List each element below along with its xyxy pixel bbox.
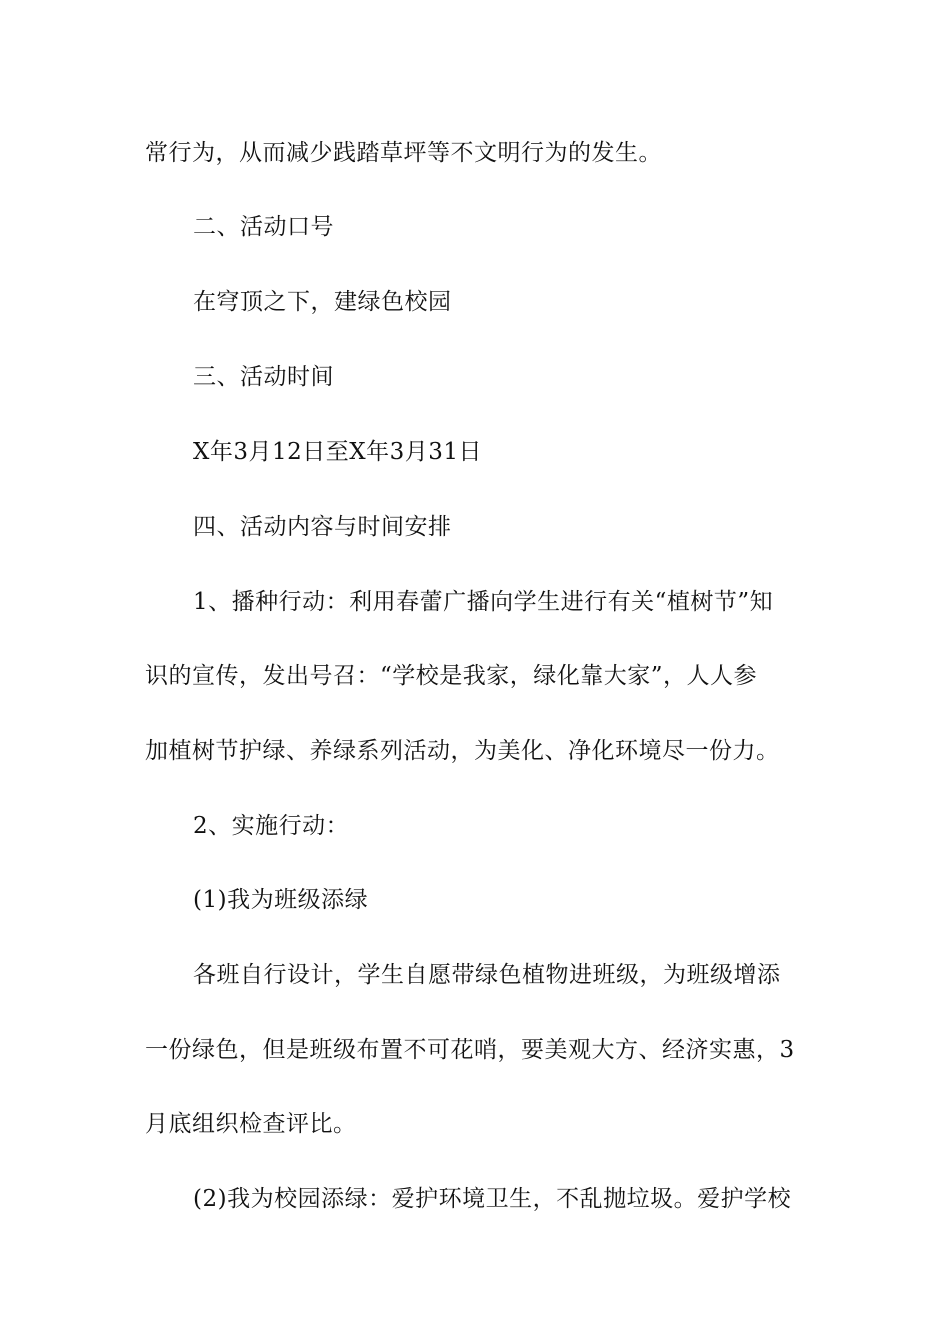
body-text-line: 加植树节护绿、养绿系列活动，为美化、净化环境尽一份力。 — [145, 738, 780, 764]
body-text-line: 识的宣传，发出号召：“学校是我家，绿化靠大家”，人人参 — [145, 663, 758, 689]
subheading-implementation: 2、实施行动： — [193, 813, 350, 839]
section-heading-slogan: 二、活动口号 — [193, 214, 334, 240]
section-heading-content: 四、活动内容与时间安排 — [193, 514, 452, 540]
activity-dates: X年3月12日至X年3月31日 — [193, 439, 483, 465]
section-heading-time: 三、活动时间 — [193, 364, 334, 390]
body-text-line: 月底组织检查评比。 — [145, 1111, 357, 1137]
subheading-class-green: (1)我为班级添绿 — [193, 887, 369, 913]
body-text-line: 各班自行设计，学生自愿带绿色植物进班级，为班级增添 — [193, 962, 781, 988]
body-text-line: 1、播种行动：利用春蕾广播向学生进行有关“植树节”知 — [193, 589, 774, 615]
slogan-text: 在穹顶之下，建绿色校园 — [193, 289, 452, 315]
body-text-line: 一份绿色，但是班级布置不可花哨，要美观大方、经济实惠，3 — [145, 1037, 795, 1063]
body-text-line: 常行为，从而减少践踏草坪等不文明行为的发生。 — [145, 140, 662, 166]
body-text-line: (2)我为校园添绿：爱护环境卫生，不乱抛垃圾。爱护学校 — [193, 1186, 792, 1212]
